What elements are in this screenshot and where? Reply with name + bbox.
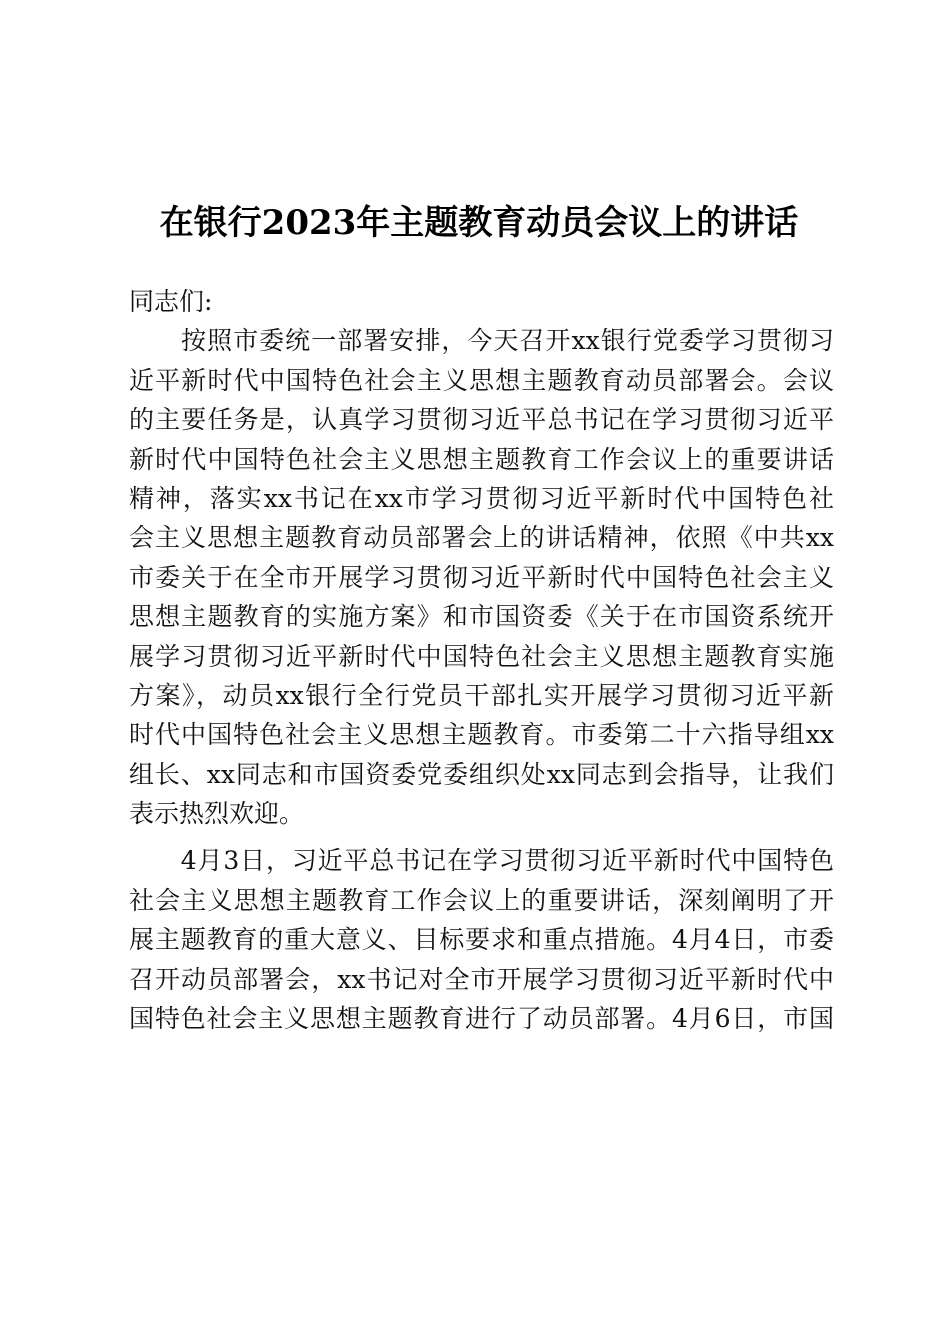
- paragraph-spacer: [129, 833, 834, 841]
- text-line: 展主题教育的重大意义、目标要求和重点措施。4月4日，市委: [129, 925, 834, 955]
- text-line: 时代中国特色社会主义思想主题教育。市委第二十六指导组xx: [129, 720, 834, 750]
- document-title: 在银行2023年主题教育动员会议上的讲话: [159, 203, 799, 243]
- text-line: 会主义思想主题教育动员部署会上的讲话精神，依照《中共xx: [129, 523, 834, 553]
- text-line: 表示热烈欢迎。: [129, 799, 305, 829]
- text-line: 方案》，动员xx银行全行党员干部扎实开展学习贯彻习近平新: [129, 680, 834, 710]
- text-line: 的主要任务是，认真学习贯彻习近平总书记在学习贯彻习近平: [129, 405, 834, 435]
- text-line: 4月3日，习近平总书记在学习贯彻习近平新时代中国特色: [129, 846, 834, 876]
- text-line: 展学习贯彻习近平新时代中国特色社会主义思想主题教育实施: [129, 641, 834, 671]
- text-line: 召开动员部署会，xx书记对全市开展学习贯彻习近平新时代中: [129, 964, 834, 994]
- paragraph-1: [129, 321, 834, 833]
- paragraph-2: [129, 841, 834, 1038]
- text-line: 精神，落实xx书记在xx市学习贯彻习近平新时代中国特色社: [129, 483, 834, 513]
- text-line: 近平新时代中国特色社会主义思想主题教育动员部署会。会议: [129, 365, 834, 395]
- salutation: 同志们:: [129, 287, 213, 316]
- text-line: 市委关于在全市开展学习贯彻习近平新时代中国特色社会主义: [129, 562, 834, 592]
- text-line: 按照市委统一部署安排，今天召开xx银行党委学习贯彻习: [129, 326, 834, 356]
- text-line: 社会主义思想主题教育工作会议上的重要讲话，深刻阐明了开: [129, 885, 834, 915]
- text-line: 新时代中国特色社会主义思想主题教育工作会议上的重要讲话: [129, 444, 834, 474]
- text-line: 思想主题教育的实施方案》和市国资委《关于在市国资系统开: [129, 602, 834, 632]
- document-body: [129, 282, 834, 1038]
- text-line: 国特色社会主义思想主题教育进行了动员部署。4月6日，市国: [129, 1004, 834, 1034]
- text-line: 组长、xx同志和市国资委党委组织处xx同志到会指导，让我们: [129, 759, 834, 789]
